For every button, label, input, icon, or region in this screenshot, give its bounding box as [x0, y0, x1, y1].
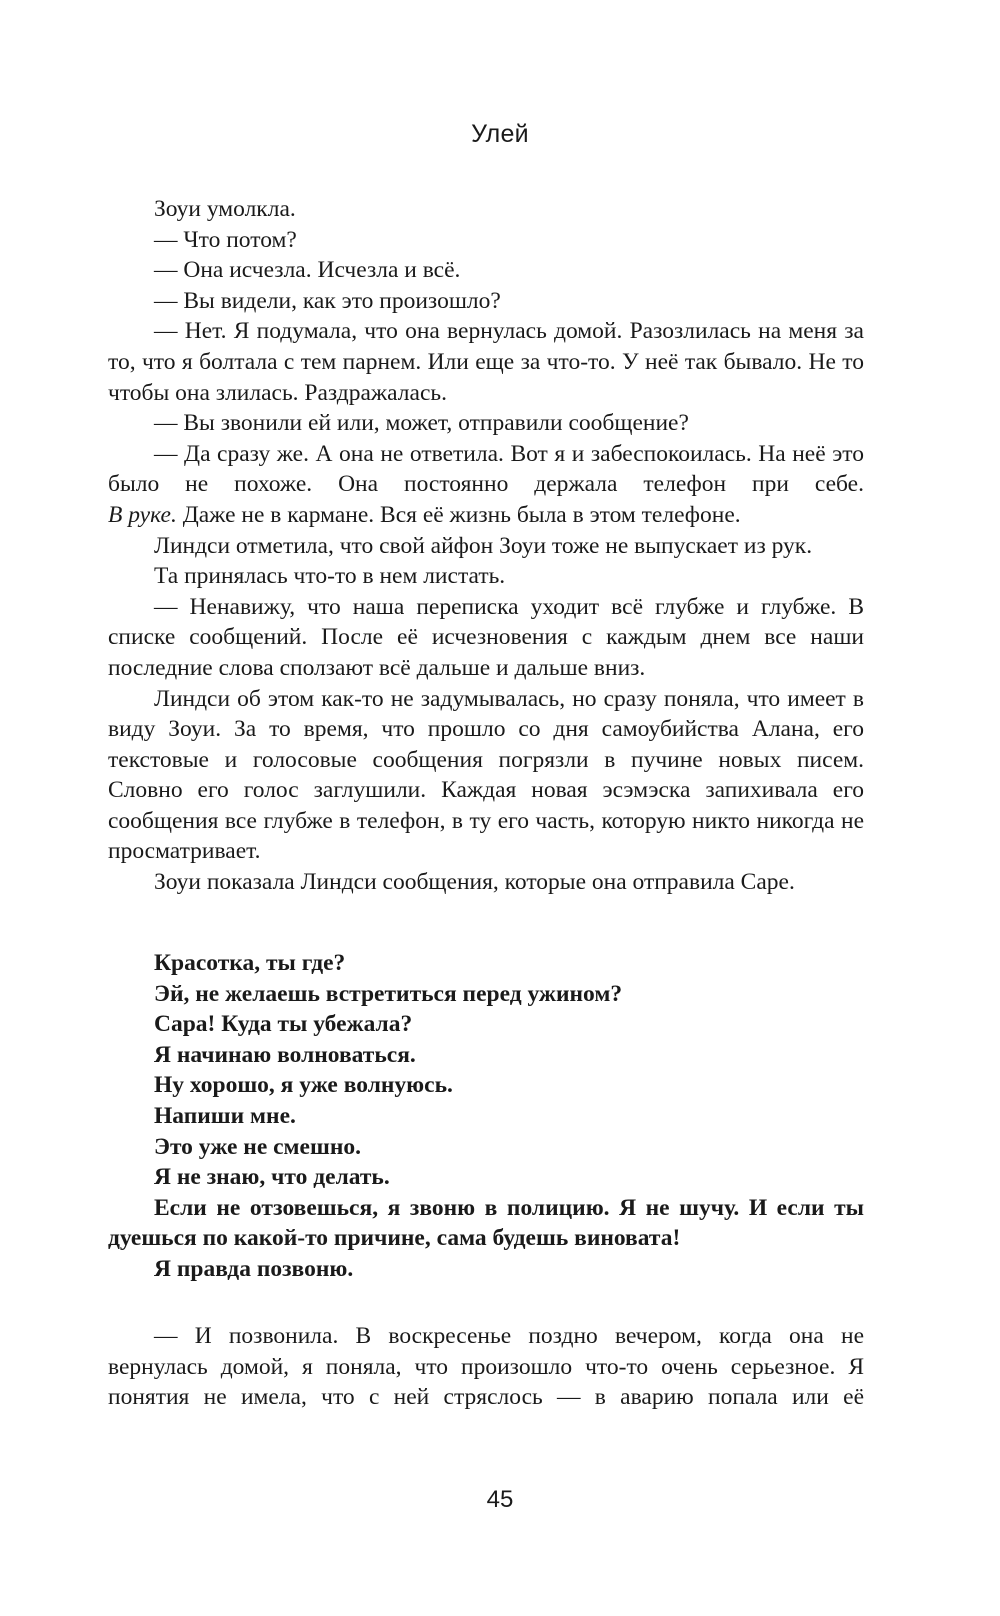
text-message: Если не отзовешься, я звоню в полицию. Я не шучу. И если ты дуешься по какой-то причине, сама будешь виновата! — [108, 1194, 864, 1252]
body-text-part1 — [108, 194, 864, 898]
text-message: Ну хорошо, я уже волнуюсь. — [154, 1072, 453, 1099]
text-message: Сара! Куда ты убежала? — [154, 1011, 413, 1038]
text-message-list — [108, 948, 864, 1285]
text-message: Напиши мне. — [154, 1102, 296, 1129]
paragraph: — Что потом? — [154, 226, 297, 253]
text-message: Это уже не смешно. — [154, 1133, 361, 1160]
text-message: Эй, не желаешь встретиться перед ужином? — [154, 980, 623, 1007]
paragraph: Та принялась что-то в нем листать. — [154, 563, 506, 590]
paragraph: — Нет. Я подумала, что она вернулась домой. Разозлилась на меня за то, что я болтала с тем парнем. Или еще за что-то. У неё так бывало. Не то чтобы она злилась. Раздражалась. — [108, 318, 864, 406]
text-message: Красотка, ты где? — [154, 950, 346, 976]
running-head: Улей — [471, 120, 529, 148]
italic-emphasis: В руке. — [108, 501, 177, 528]
paragraph-continuation — [108, 500, 864, 531]
paragraph: — Вы звонили ей или, может, отправили сообщение? — [154, 410, 689, 437]
text-message: Я не знаю, что делать. — [154, 1164, 390, 1191]
paragraph: Зоуи показала Линдси сообщения, которые она отправила Саре. — [154, 869, 795, 896]
paragraph: — Она исчезла. Исчезла и всё. — [154, 257, 461, 284]
paragraph: — И позвонила. В воскресенье поздно вечером, когда она не вернулась домой, я поняла, что произошло что-то очень серьезное. Я понятия не имела, что с ней стряслось — в аварию попала или её — [108, 1323, 864, 1411]
text-message: Я правда позвоню. — [154, 1255, 354, 1282]
page-number: 45 — [486, 1486, 514, 1513]
paragraph: Линдси об этом как-то не задумывалась, но сразу поняла, что имеет в виду Зоуи. За то время, что прошло со дня самоубийства Алана, его текстовые и голосовые сообщения погрязли в пучине новых писем. Словно его голос заглушили. Каждая новая эсэмэска запихивала его сообщения все глубже в телефон, в ту его часть, которую никто никогда не просматривает. — [108, 685, 864, 865]
text-message: Я начинаю волноваться. — [154, 1041, 416, 1068]
body-text-part2 — [108, 1321, 864, 1413]
paragraph-continuation-text: Даже не в кармане. Вся её жизнь была в этом телефоне. — [182, 501, 741, 528]
paragraph: — Да сразу же. А она не ответила. Вот я и забеспокоилась. На неё это было не похоже. Она постоянно держала телефон при себе. — [108, 440, 864, 498]
paragraph: — Ненавижу, что наша переписка уходит всё глубже и глубже. В списке сообщений. После её исчезновения с каждым днем все наши последние слова сползают всё дальше и дальше вниз. — [108, 593, 864, 681]
paragraph: — Вы видели, как это произошло? — [154, 287, 501, 314]
paragraph: Зоуи умолкла. — [154, 196, 296, 222]
paragraph: Линдси отметила, что свой айфон Зоуи тоже не выпускает из рук. — [154, 532, 813, 559]
